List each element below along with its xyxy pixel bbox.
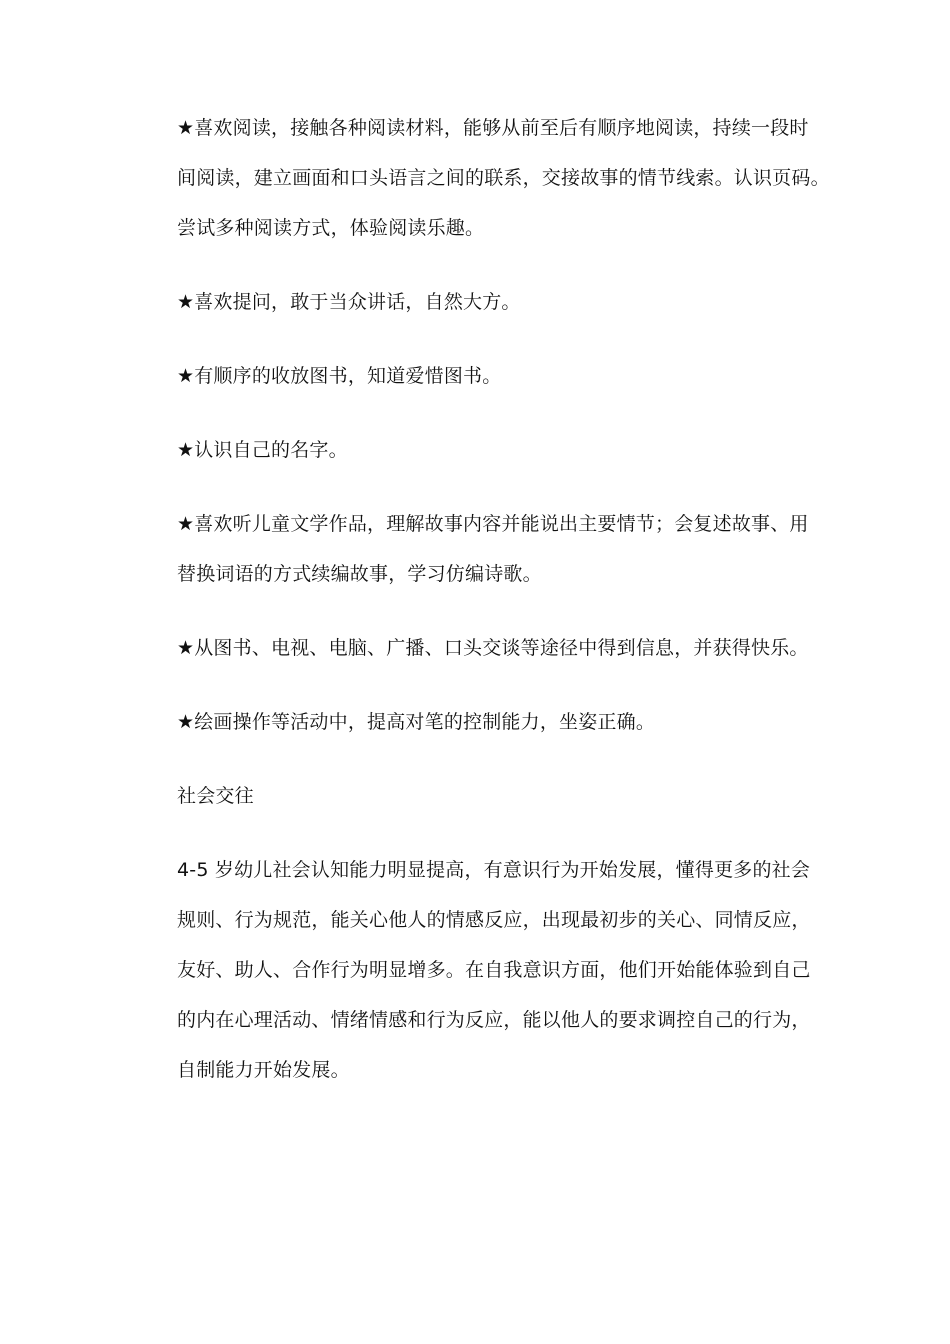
paragraph-information xyxy=(177,623,817,673)
text-line: 友好、助人、合作行为明显增多。在自我意识方面，他们开始能体验到自己 xyxy=(177,959,811,981)
document-page xyxy=(177,103,830,1119)
text-line: 替换词语的方式续编故事，学习仿编诗歌。 xyxy=(177,563,542,585)
text-line: ★喜欢提问，敢于当众讲话，自然大方。 xyxy=(177,291,521,313)
text-line: 社会交往 xyxy=(177,785,254,807)
paragraph-name xyxy=(177,425,817,475)
paragraph-questioning xyxy=(177,277,817,327)
text-line: 间阅读，建立画面和口头语言之间的联系，交接故事的情节线索。认识页码。 xyxy=(177,167,830,189)
paragraph-books xyxy=(177,351,817,401)
paragraph-social xyxy=(177,845,817,1095)
text-line: 自制能力开始发展。 xyxy=(177,1059,350,1081)
text-line: ★喜欢听儿童文学作品，理解故事内容并能说出主要情节；会复述故事、用 xyxy=(177,513,809,535)
paragraph-drawing xyxy=(177,697,817,747)
text-line: ★绘画操作等活动中，提高对笔的控制能力，坐姿正确。 xyxy=(177,711,656,733)
paragraph-literature xyxy=(177,499,817,599)
paragraph-reading xyxy=(177,103,830,253)
text-line: ★认识自己的名字。 xyxy=(177,439,348,461)
section-heading-social xyxy=(177,771,817,821)
text-line: 尝试多种阅读方式，体验阅读乐趣。 xyxy=(177,217,485,239)
text-line: 的内在心理活动、情绪情感和行为反应，能以他人的要求调控自己的行为， xyxy=(177,1009,811,1031)
text-line: 4-5 岁幼儿社会认知能力明显提高，有意识行为开始发展，懂得更多的社会 xyxy=(177,859,811,881)
text-line: ★从图书、电视、电脑、广播、口头交谈等途径中得到信息，并获得快乐。 xyxy=(177,637,809,659)
text-line: ★有顺序的收放图书，知道爱惜图书。 xyxy=(177,365,502,387)
text-line: ★喜欢阅读，接触各种阅读材料，能够从前至后有顺序地阅读，持续一段时 xyxy=(177,117,809,139)
text-line: 规则、行为规范，能关心他人的情感反应，出现最初步的关心、同情反应， xyxy=(177,909,811,931)
